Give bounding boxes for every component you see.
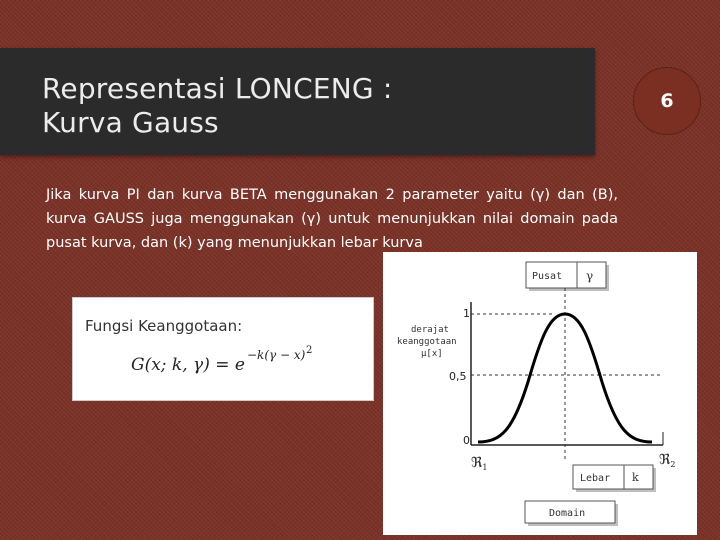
y-label-0: 0: [463, 434, 470, 447]
x-right-symbol: ℜ: [659, 452, 671, 468]
ylabel-line1: derajat: [411, 325, 449, 335]
ylabel-line2: keanggotaan: [397, 337, 457, 347]
x-left-subscript: 1: [482, 463, 488, 472]
formula-exponent-power: 2: [306, 345, 313, 356]
x-left-label: [471, 455, 488, 472]
lebar-label: Lebar: [580, 473, 611, 484]
k-label: k: [632, 471, 639, 484]
y-label-1: 1: [463, 307, 470, 320]
gauss-graph: [383, 252, 697, 535]
x-right-label: [659, 452, 676, 469]
formula-box: [72, 297, 374, 401]
x-right-subscript: 2: [670, 460, 676, 469]
x-left-symbol: ℜ: [471, 455, 483, 471]
slide-title-line2: Kurva Gauss: [42, 106, 219, 139]
slide-number-badge: 6: [633, 67, 701, 135]
gamma-label: γ: [586, 269, 594, 283]
domain-label: Domain: [549, 508, 586, 519]
slide-title-line1: Representasi LONCENG :: [42, 72, 393, 105]
pusat-label: Pusat: [532, 271, 563, 282]
slide-title: [42, 72, 582, 140]
formula-text: G(x; k, γ) = e: [131, 355, 245, 375]
formula-expression: [131, 342, 371, 382]
y-label-half: 0,5: [449, 370, 467, 383]
ylabel-line3: μ[x]: [421, 349, 443, 359]
formula-label: Fungsi Keanggotaan:: [85, 317, 243, 335]
body-paragraph: Jika kurva PI dan kurva BETA menggunakan 2 parameter yaitu (γ) dan (Β), kurva GAUSS juga menggunakan (γ) untuk menunjukkan nilai domain pada pusat kurva, dan (k) yang menunjukkan lebar kurva: [46, 187, 618, 251]
gauss-graph-panel: [383, 252, 697, 535]
formula-exponent: −k(γ − x): [247, 348, 306, 362]
